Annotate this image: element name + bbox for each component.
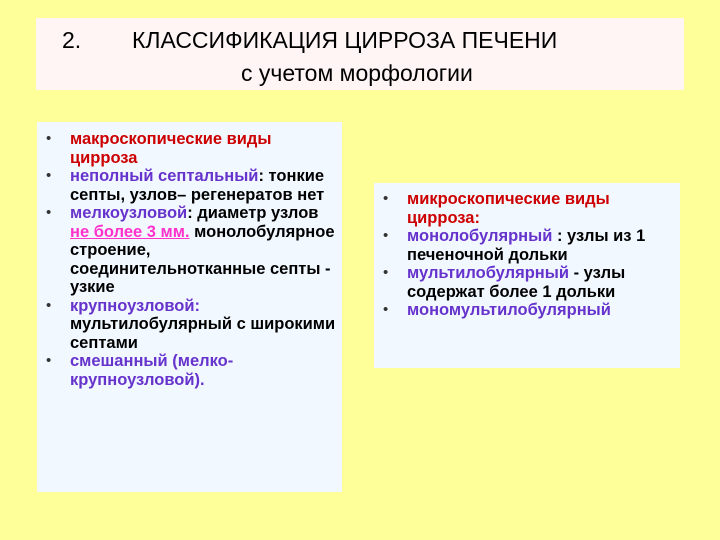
microscopic-heading: микроскопические виды цирроза: xyxy=(407,190,610,227)
micronodular-text-b: монолобулярное строение, соединительнотканные септы - узкие xyxy=(70,222,335,296)
incomplete-septal-text: : тонкие септы, узлов– регенератов нет xyxy=(70,167,325,204)
monomultilobular-term: мономультилобулярный xyxy=(407,301,611,319)
micronodular-highlight: не более 3 мм. xyxy=(70,222,190,241)
micronodular-term: мелкоузловой xyxy=(70,204,188,222)
multilobular-term: мультилобулярный xyxy=(407,264,570,282)
macroscopic-heading: макроскопические виды цирроза xyxy=(70,130,272,167)
list-item xyxy=(374,227,680,264)
list-item xyxy=(374,190,680,227)
microscopic-panel xyxy=(374,183,680,368)
list-item xyxy=(37,130,342,167)
microscopic-list xyxy=(374,190,680,320)
mixed-term: смешанный (мелко-крупноузловой). xyxy=(70,352,234,389)
list-item xyxy=(37,352,342,389)
monolobular-text: : узлы из 1 печеночной дольки xyxy=(407,227,646,264)
list-item xyxy=(37,297,342,353)
list-item xyxy=(374,264,680,301)
list-item xyxy=(374,301,680,320)
page-title: КЛАССИФИКАЦИЯ ЦИРРОЗА ПЕЧЕНИ xyxy=(132,27,558,53)
incomplete-septal-term: неполный септальный xyxy=(70,167,259,185)
macroscopic-list xyxy=(37,130,342,389)
page-subtitle: с учетом морфологии xyxy=(241,60,473,86)
macronodular-text: мультилобулярный с широкими септами xyxy=(70,315,336,352)
micronodular-text-a: : диаметр узлов xyxy=(187,204,319,222)
multilobular-text: - узлы содержат более 1 дольки xyxy=(407,264,626,301)
monolobular-term: монолобулярный xyxy=(407,227,553,245)
list-item xyxy=(37,204,342,297)
macronodular-term: крупноузловой: xyxy=(70,296,201,315)
macroscopic-panel xyxy=(37,122,342,492)
list-item xyxy=(37,167,342,204)
title-number: 2. xyxy=(62,27,82,53)
